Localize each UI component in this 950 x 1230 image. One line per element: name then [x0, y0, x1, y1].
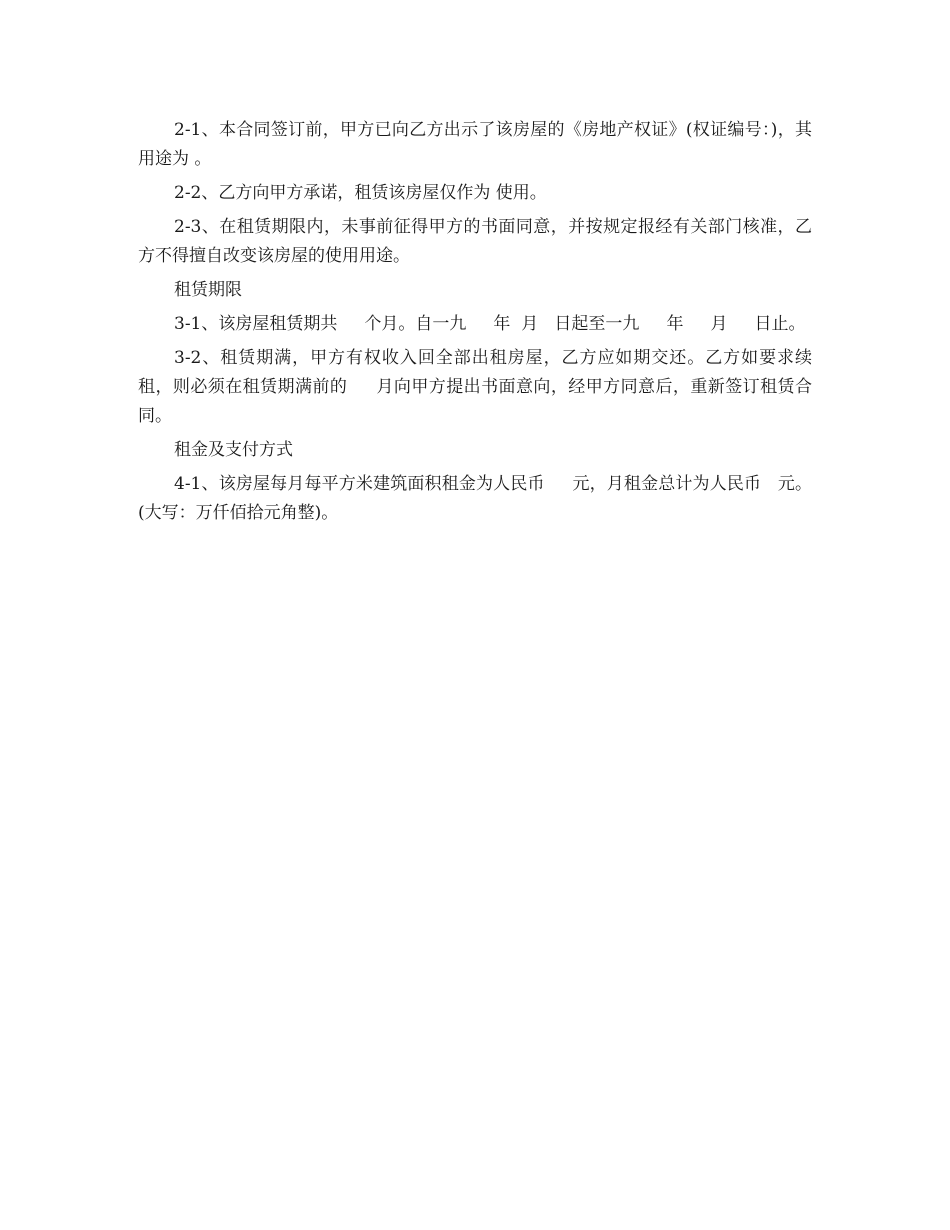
section-heading-rent-payment: 租金及支付方式	[174, 440, 293, 460]
clause-2-1: 2-1、本合同签订前，甲方已向乙方出示了该房屋的《房地产权证》(权证编号：)，其用途为 。	[138, 120, 812, 169]
clause-3-2: 3-2、租赁期满，甲方有权收入回全部出租房屋，乙方应如期交还。乙方如要求续租，则必须在租赁期满前的 月向甲方提出书面意向，经甲方同意后，重新签订租赁合同。	[138, 348, 812, 426]
section-heading-lease-term: 租赁期限	[174, 280, 242, 300]
clause-2-3: 2-3、在租赁期限内，未事前征得甲方的书面同意，并按规定报经有关部门核准，乙方不得擅自改变该房屋的使用用途。	[138, 217, 812, 266]
clause-4-1: 4-1、该房屋每月每平方米建筑面积租金为人民币 元，月租金总计为人民币 元。(大写：万仟佰拾元角整)。	[138, 474, 812, 523]
clause-3-1: 3-1、该房屋租赁期共 个月。自一九 年 月 日起至一九 年 月 日止。	[174, 314, 806, 334]
document-body	[138, 116, 812, 533]
clause-2-2: 2-2、乙方向甲方承诺，租赁该房屋仅作为 使用。	[174, 183, 547, 203]
